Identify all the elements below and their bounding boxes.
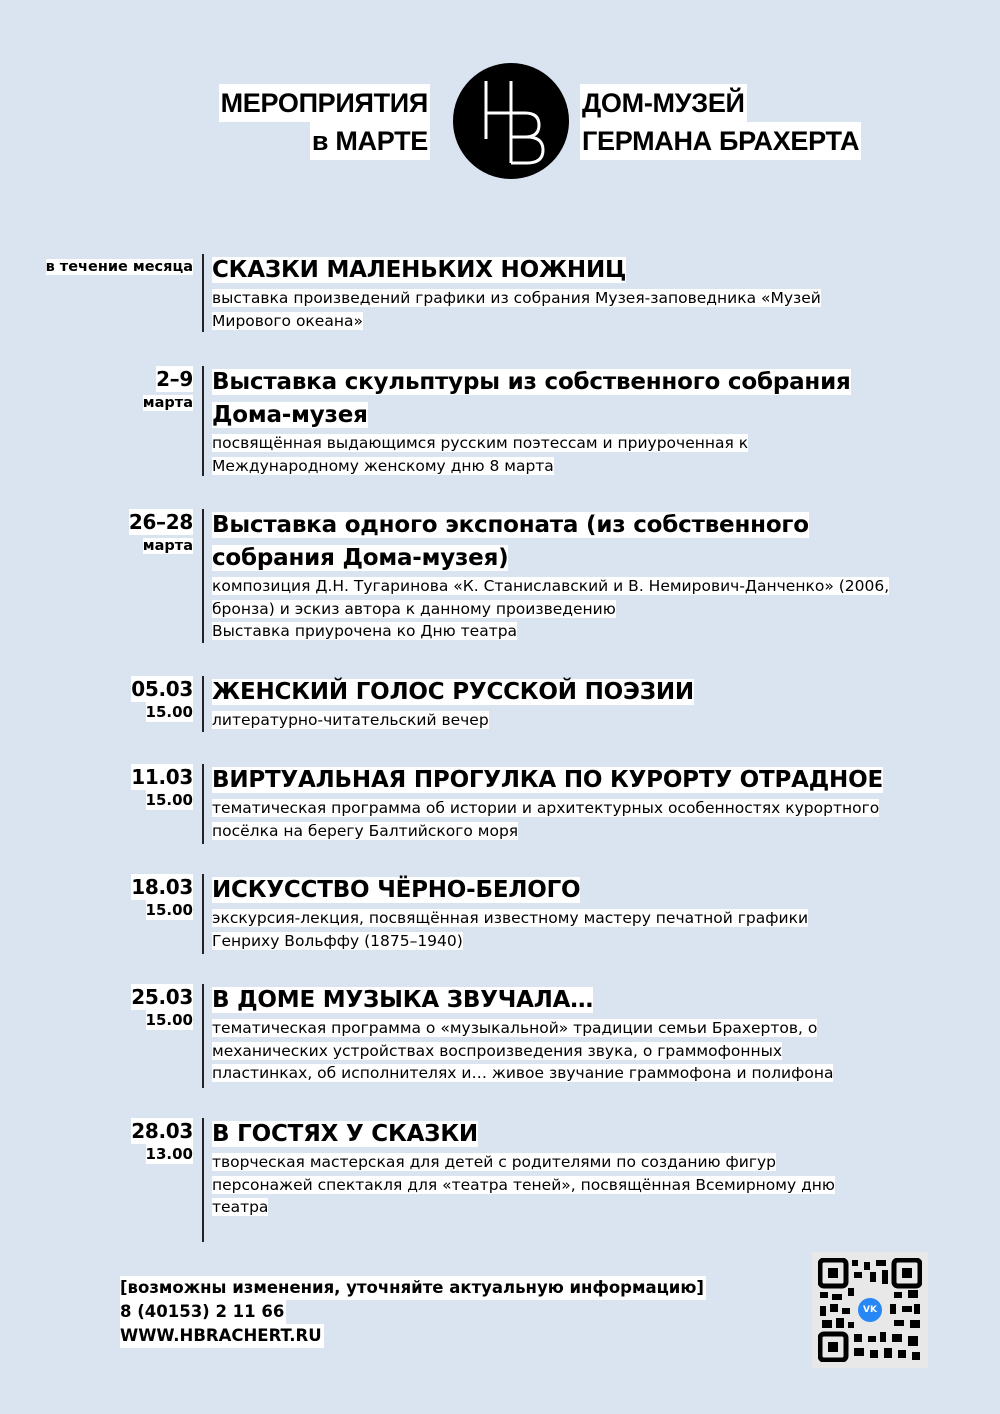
event-date: [129, 509, 193, 556]
phone-number[interactable]: 8 (40153) 2 11 66: [120, 1300, 286, 1324]
event-title: Выставка скульптуры из собственного собрания Дома-музея: [212, 369, 851, 428]
divider: [202, 509, 204, 643]
event-date-day: 28.03: [131, 1119, 193, 1143]
event-title: Выставка одного экспоната (из собственного собрания Дома-музея): [212, 512, 809, 571]
event-description: тематическая программа о «музыкальной» традиции семьи Брахертов, о механических устройствах воспроизведения звука, о граммофонных пластинках, об исполнителях и… живое звучание граммофона и полифона: [212, 1019, 834, 1082]
event-time: 15.00: [145, 1011, 193, 1029]
footer: [120, 1276, 708, 1348]
event-description: композиция Д.Н. Тугаринова «К. Станиславский и В. Немирович-Данченко» (2006, бронза) и эскиз автора к данному произведению Выставка приурочена ко Дню театра: [212, 577, 890, 640]
event-time: 15.00: [145, 703, 193, 721]
header-left-line1: МЕРОПРИЯТИЯ: [219, 84, 430, 122]
event-body: [212, 676, 987, 732]
divider: [202, 1118, 204, 1242]
event-description: творческая мастерская для детей с родителями по созданию фигур персонажей спектакля для «театра теней», посвящённая Всемирному дню театра: [212, 1153, 835, 1216]
divider: [202, 764, 204, 844]
vk-qr-code-icon[interactable]: [812, 1252, 928, 1368]
event-date: [46, 256, 193, 277]
event-body: [212, 1118, 987, 1219]
event-description: тематическая программа об истории и архитектурных особенностях курортного посёлка на берегу Балтийского моря: [212, 799, 880, 840]
event-date-day: 11.03: [131, 765, 193, 789]
event-description: выставка произведений графики из собрания Музея-заповедника «Музей Мирового океана»: [212, 289, 821, 330]
event-description: посвящённая выдающимся русским поэтессам и приуроченная к Международному женскому дню 8 марта: [212, 434, 749, 475]
divider: [202, 254, 204, 332]
vk-logo-icon: VK: [858, 1298, 882, 1322]
divider: [202, 676, 204, 732]
header-left-line2: в МАРТЕ: [310, 122, 430, 160]
event-date-range: 26–28: [128, 510, 193, 534]
header: [0, 60, 1000, 200]
divider: [202, 874, 204, 954]
header-right-line1: ДОМ-МУЗЕЙ: [580, 84, 747, 122]
event-date: [143, 366, 193, 413]
event-time: 13.00: [145, 1145, 193, 1163]
event-date-day: 25.03: [131, 985, 193, 1009]
website-link[interactable]: WWW.HBRACHERT.RU: [120, 1324, 324, 1348]
event-date: [131, 1118, 193, 1164]
event-description: экскурсия-лекция, посвящённая известному мастеру печатной графики Генриху Вольффу (1875–1940): [212, 909, 809, 950]
event-body: [212, 509, 987, 643]
event-date-day: 18.03: [131, 875, 193, 899]
header-events-title: [219, 84, 430, 160]
hb-logo-icon: [453, 63, 569, 179]
event-date: [131, 984, 193, 1030]
event-date: [131, 764, 193, 810]
change-notice: [возможны изменения, уточняйте актуальную информацию]: [120, 1276, 706, 1300]
event-title: В ДОМЕ МУЗЫКА ЗВУЧАЛА…: [212, 987, 594, 1013]
event-time: 15.00: [145, 791, 193, 809]
header-right-line2: ГЕРМАНА БРАХЕРТА: [580, 122, 861, 160]
event-body: [212, 764, 987, 842]
header-museum-title: [580, 84, 861, 160]
event-title: ЖЕНСКИЙ ГОЛОС РУССКОЙ ПОЭЗИИ: [212, 679, 694, 705]
event-date-range: 2–9: [156, 367, 193, 391]
event-date-label: в течение месяца: [45, 259, 193, 275]
event-body: [212, 984, 987, 1085]
event-title: В ГОСТЯХ У СКАЗКИ: [212, 1121, 478, 1147]
event-title: ВИРТУАЛЬНАЯ ПРОГУЛКА ПО КУРОРТУ ОТРАДНОЕ: [212, 767, 883, 793]
event-title: СКАЗКИ МАЛЕНЬКИХ НОЖНИЦ: [212, 257, 627, 283]
divider: [202, 366, 204, 476]
event-date: [131, 874, 193, 920]
event-body: [212, 366, 987, 477]
event-date-day: 05.03: [131, 677, 193, 701]
event-body: [212, 254, 987, 332]
event-description: литературно-читательский вечер: [212, 711, 489, 729]
event-date: [131, 676, 193, 722]
event-time: 15.00: [145, 901, 193, 919]
divider: [202, 984, 204, 1088]
event-title: ИСКУССТВО ЧЁРНО-БЕЛОГО: [212, 877, 581, 903]
event-body: [212, 874, 987, 952]
event-month: марта: [142, 395, 193, 411]
event-month: марта: [142, 538, 193, 554]
